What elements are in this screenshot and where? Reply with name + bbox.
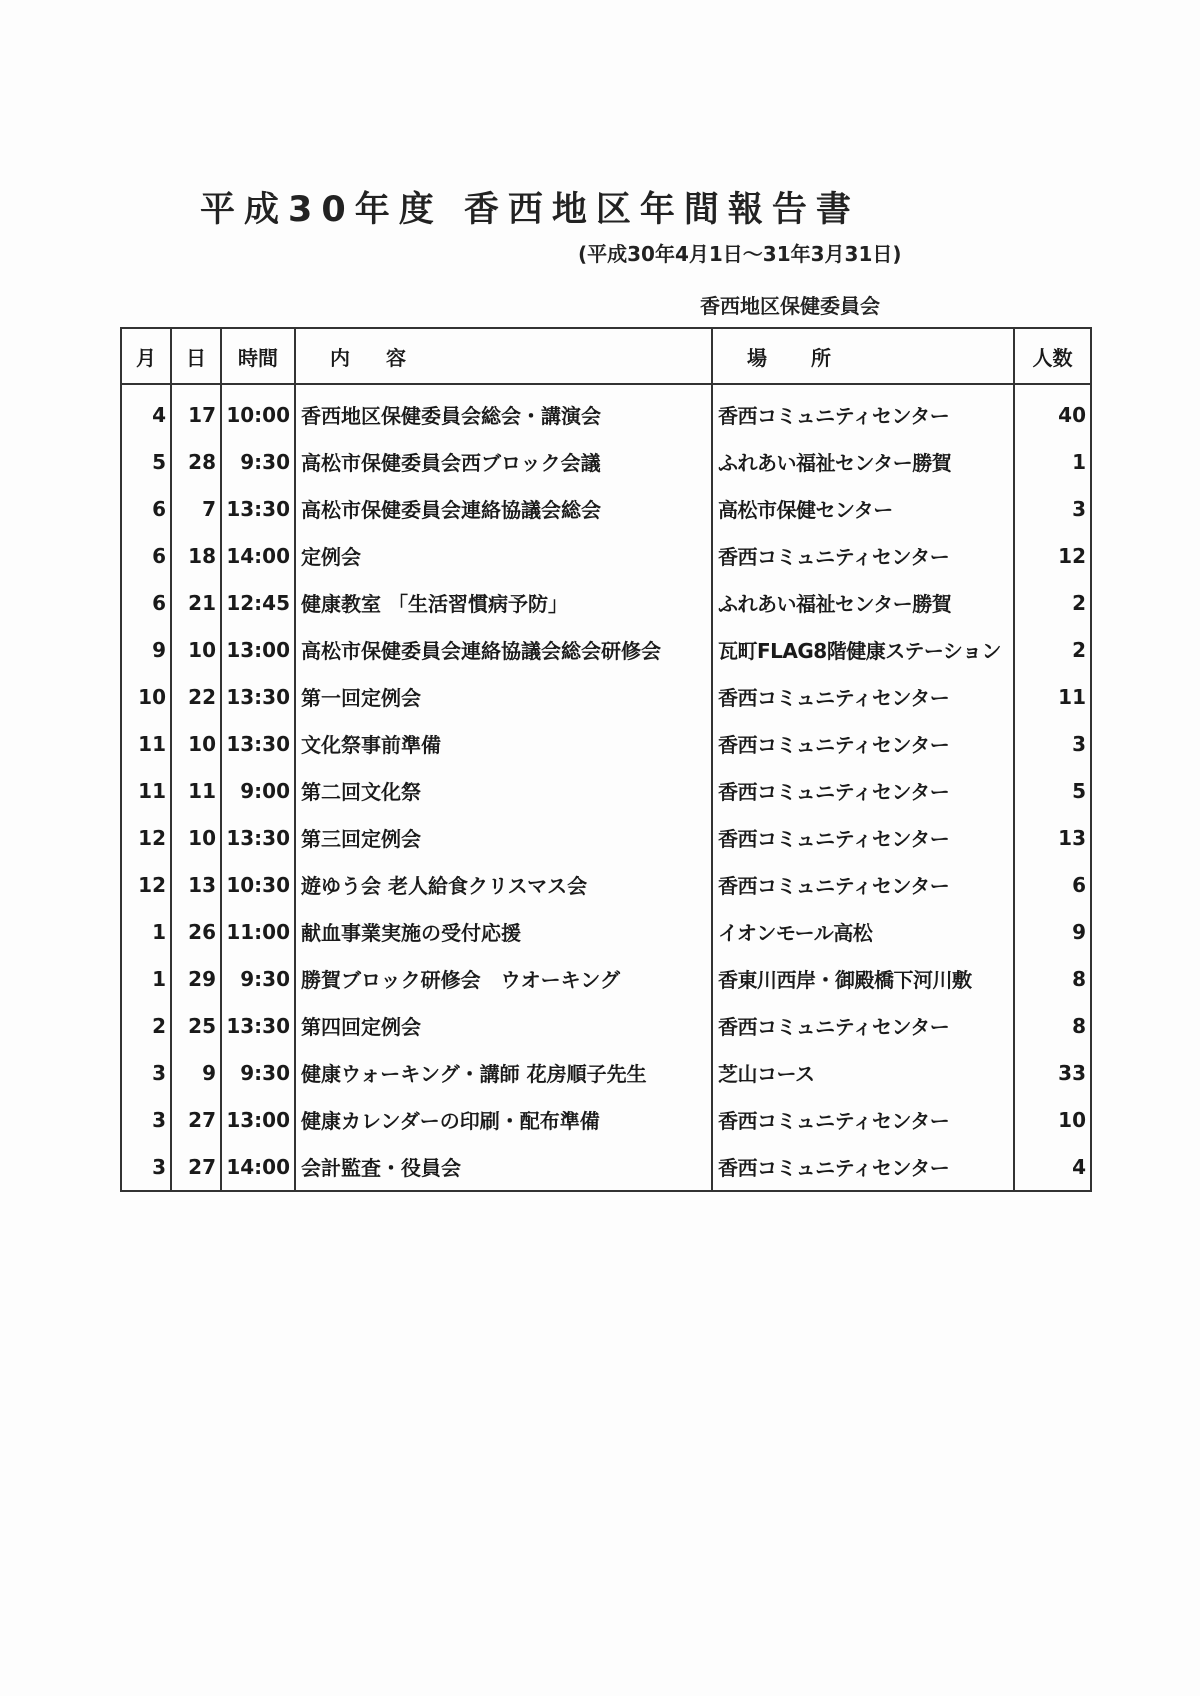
cell-count: 13	[1014, 814, 1091, 861]
cell-content: 高松市保健委員会連絡協議会総会研修会	[295, 626, 712, 673]
table-row	[121, 626, 1091, 673]
table-row	[121, 673, 1091, 720]
cell-place: 香西コミュニティセンター	[712, 673, 1014, 720]
cell-place: 香西コミュニティセンター	[712, 384, 1014, 438]
cell-place: 香西コミュニティセンター	[712, 814, 1014, 861]
cell-time: 9:30	[221, 1049, 295, 1096]
table-row	[121, 579, 1091, 626]
cell-time: 9:30	[221, 955, 295, 1002]
cell-day: 9	[171, 1049, 221, 1096]
cell-place: 芝山コース	[712, 1049, 1014, 1096]
cell-time: 13:30	[221, 814, 295, 861]
cell-month: 11	[121, 720, 171, 767]
cell-day: 21	[171, 579, 221, 626]
cell-content: 香西地区保健委員会総会・講演会	[295, 384, 712, 438]
cell-count: 5	[1014, 767, 1091, 814]
cell-day: 29	[171, 955, 221, 1002]
cell-time: 13:00	[221, 626, 295, 673]
cell-place: 香西コミュニティセンター	[712, 861, 1014, 908]
cell-place: ふれあい福祉センター勝賀	[712, 579, 1014, 626]
table-row	[121, 1143, 1091, 1191]
table-row	[121, 1002, 1091, 1049]
table-row	[121, 908, 1091, 955]
cell-day: 22	[171, 673, 221, 720]
cell-place: 香東川西岸・御殿橋下河川敷	[712, 955, 1014, 1002]
cell-month: 6	[121, 485, 171, 532]
cell-place: 香西コミュニティセンター	[712, 1002, 1014, 1049]
cell-day: 13	[171, 861, 221, 908]
header-count: 人数	[1014, 328, 1091, 384]
table-row	[121, 955, 1091, 1002]
cell-place: ふれあい福祉センター勝賀	[712, 438, 1014, 485]
cell-time: 10:00	[221, 384, 295, 438]
table-body	[121, 384, 1091, 1191]
cell-time: 14:00	[221, 532, 295, 579]
header-content	[295, 328, 712, 384]
cell-place: 香西コミュニティセンター	[712, 720, 1014, 767]
header-place-part1: 場	[747, 345, 767, 370]
cell-content: 健康教室 「生活習慣病予防」	[295, 579, 712, 626]
cell-content: 高松市保健委員会西ブロック会議	[295, 438, 712, 485]
cell-time: 13:30	[221, 485, 295, 532]
cell-count: 6	[1014, 861, 1091, 908]
cell-count: 10	[1014, 1096, 1091, 1143]
cell-count: 33	[1014, 1049, 1091, 1096]
cell-day: 28	[171, 438, 221, 485]
cell-time: 12:45	[221, 579, 295, 626]
cell-day: 17	[171, 384, 221, 438]
cell-month: 12	[121, 861, 171, 908]
table-header	[121, 328, 1091, 384]
cell-place: 香西コミュニティセンター	[712, 767, 1014, 814]
cell-month: 10	[121, 673, 171, 720]
cell-day: 27	[171, 1096, 221, 1143]
table-row	[121, 384, 1091, 438]
table-row	[121, 532, 1091, 579]
cell-place: 高松市保健センター	[712, 485, 1014, 532]
cell-month: 11	[121, 767, 171, 814]
cell-month: 9	[121, 626, 171, 673]
cell-count: 8	[1014, 1002, 1091, 1049]
cell-month: 6	[121, 579, 171, 626]
table-row	[121, 814, 1091, 861]
cell-count: 2	[1014, 579, 1091, 626]
cell-content: 会計監査・役員会	[295, 1143, 712, 1191]
cell-day: 27	[171, 1143, 221, 1191]
cell-day: 18	[171, 532, 221, 579]
cell-place: 瓦町FLAG8階健康ステーション	[712, 626, 1014, 673]
cell-count: 3	[1014, 720, 1091, 767]
report-table	[120, 327, 1092, 1192]
cell-time: 9:00	[221, 767, 295, 814]
cell-place: 香西コミュニティセンター	[712, 532, 1014, 579]
cell-content: 勝賀ブロック研修会 ウオーキング	[295, 955, 712, 1002]
table-row	[121, 1096, 1091, 1143]
cell-time: 10:30	[221, 861, 295, 908]
report-table-container	[120, 327, 1090, 1192]
table-row	[121, 438, 1091, 485]
cell-month: 1	[121, 955, 171, 1002]
header-month: 月	[121, 328, 171, 384]
cell-count: 12	[1014, 532, 1091, 579]
cell-count: 11	[1014, 673, 1091, 720]
cell-time: 13:30	[221, 673, 295, 720]
cell-day: 7	[171, 485, 221, 532]
cell-time: 13:00	[221, 1096, 295, 1143]
header-place	[712, 328, 1014, 384]
cell-month: 3	[121, 1049, 171, 1096]
cell-day: 10	[171, 814, 221, 861]
cell-content: 第四回定例会	[295, 1002, 712, 1049]
cell-count: 4	[1014, 1143, 1091, 1191]
cell-count: 40	[1014, 384, 1091, 438]
cell-day: 26	[171, 908, 221, 955]
cell-count: 3	[1014, 485, 1091, 532]
cell-month: 3	[121, 1143, 171, 1191]
cell-content: 定例会	[295, 532, 712, 579]
cell-content: 第一回定例会	[295, 673, 712, 720]
cell-content: 文化祭事前準備	[295, 720, 712, 767]
cell-month: 3	[121, 1096, 171, 1143]
cell-place: 香西コミュニティセンター	[712, 1143, 1014, 1191]
cell-month: 2	[121, 1002, 171, 1049]
header-place-part2: 所	[811, 345, 831, 370]
cell-time: 14:00	[221, 1143, 295, 1191]
cell-content: 第二回文化祭	[295, 767, 712, 814]
cell-month: 6	[121, 532, 171, 579]
cell-place: 香西コミュニティセンター	[712, 1096, 1014, 1143]
header-day: 日	[171, 328, 221, 384]
cell-day: 10	[171, 626, 221, 673]
cell-month: 12	[121, 814, 171, 861]
cell-content: 健康ウォーキング・講師 花房順子先生	[295, 1049, 712, 1096]
header-content-part2: 容	[386, 345, 406, 370]
table-row	[121, 1049, 1091, 1096]
cell-time: 13:30	[221, 1002, 295, 1049]
header-content-part1: 内	[330, 345, 350, 370]
cell-count: 8	[1014, 955, 1091, 1002]
cell-place: イオンモール高松	[712, 908, 1014, 955]
cell-content: 健康カレンダーの印刷・配布準備	[295, 1096, 712, 1143]
page-title: 平成30年度 香西地区年間報告書	[200, 190, 860, 230]
organization-name: 香西地区保健委員会	[700, 294, 880, 318]
cell-content: 献血事業実施の受付応援	[295, 908, 712, 955]
cell-count: 2	[1014, 626, 1091, 673]
table-row	[121, 720, 1091, 767]
cell-content: 第三回定例会	[295, 814, 712, 861]
table-row	[121, 861, 1091, 908]
cell-count: 9	[1014, 908, 1091, 955]
cell-month: 1	[121, 908, 171, 955]
cell-time: 13:30	[221, 720, 295, 767]
cell-content: 遊ゆう会 老人給食クリスマス会	[295, 861, 712, 908]
cell-content: 高松市保健委員会連絡協議会総会	[295, 485, 712, 532]
cell-time: 11:00	[221, 908, 295, 955]
cell-month: 4	[121, 384, 171, 438]
cell-month: 5	[121, 438, 171, 485]
cell-count: 1	[1014, 438, 1091, 485]
cell-day: 11	[171, 767, 221, 814]
header-time: 時間	[221, 328, 295, 384]
table-row	[121, 485, 1091, 532]
cell-time: 9:30	[221, 438, 295, 485]
cell-day: 25	[171, 1002, 221, 1049]
cell-day: 10	[171, 720, 221, 767]
table-row	[121, 767, 1091, 814]
report-period: (平成30年4月1日～31年3月31日)	[578, 242, 902, 266]
